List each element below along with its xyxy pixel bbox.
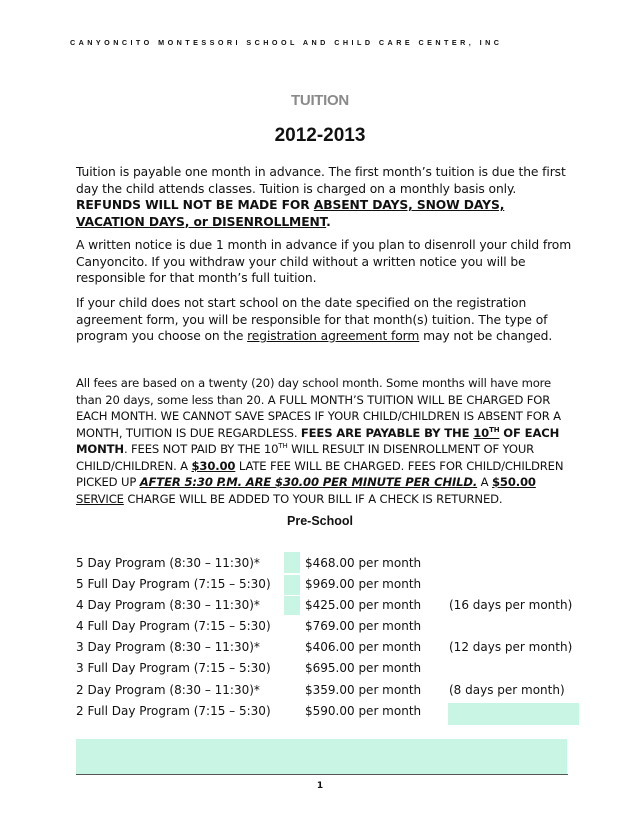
program-row <box>0 556 640 576</box>
program-price: $425.00 per month <box>305 598 422 612</box>
start-date-text: If your child does not start school on the date specified on the registration agreement form, you will be responsible for that month(s) tuition. The type of program you choose on the <box>76 296 548 343</box>
program-price: $359.00 per month <box>305 683 422 697</box>
fees-end: CHARGE WILL BE ADDED TO YOUR BILL IF A CHECK IS RETURNED. <box>123 491 503 506</box>
registration-form-link[interactable]: registration agreement form <box>247 329 420 343</box>
highlight-block <box>76 739 567 774</box>
program-note: (12 days per month) <box>449 640 573 654</box>
program-price: $406.00 per month <box>305 640 422 654</box>
disenroll-notice-paragraph: A written notice is due 1 month in advance if you plan to disenroll your child from Canyoncito. If you withdraw your child without a written notice you will be responsible for that month’s full tuition. <box>76 238 572 285</box>
fees-due-day <box>473 426 499 440</box>
school-header: CANYONCITO MONTESSORI SCHOOL AND CHILD CARE CENTER, INC <box>70 38 503 47</box>
refund-policy-lead: REFUNDS WILL NOT BE MADE FOR <box>76 198 314 212</box>
program-name: 2 Day Program (8:30 – 11:30)* <box>76 683 260 697</box>
program-name: 5 Day Program (8:30 – 11:30)* <box>76 556 260 570</box>
program-row <box>0 640 640 660</box>
fees-mid-3: LATE FEE WILL BE CHARGED. FEES FOR CHILD/CHILDREN PICKED UP <box>76 458 564 489</box>
program-note: (8 days per month) <box>449 683 565 697</box>
start-date-text-end: may not be changed. <box>419 329 553 343</box>
program-row <box>0 661 640 681</box>
program-row <box>0 683 640 703</box>
program-price: $590.00 per month <box>305 704 422 718</box>
program-row <box>0 577 640 597</box>
program-row <box>0 598 640 618</box>
refund-end: . <box>326 214 331 229</box>
fees-mid-1-suffix: TH <box>278 442 288 451</box>
start-date-paragraph <box>76 295 576 345</box>
school-year: 2012-2013 <box>274 125 366 146</box>
fees-due-text-2: OF EACH MONTH <box>76 425 560 456</box>
fees-due-day-number: 10 <box>473 425 490 440</box>
page-title: TUITION <box>291 92 349 109</box>
program-row <box>0 619 640 639</box>
program-name: 5 Full Day Program (7:15 – 5:30) <box>76 577 271 591</box>
fees-mid-4: A <box>477 475 492 489</box>
program-price: $769.00 per month <box>305 619 422 633</box>
fees-mid-2: WILL RESULT IN DISENROLLMENT OF YOUR CHILD/CHILDREN. A <box>76 442 535 473</box>
program-name: 3 Full Day Program (7:15 – 5:30) <box>76 661 271 675</box>
program-name: 4 Day Program (8:30 – 11:30)* <box>76 598 260 612</box>
fees-due-day-suffix: TH <box>489 425 500 434</box>
preschool-heading: Pre-School <box>287 514 353 528</box>
fees-lead: All fees are based on a twenty (20) day school month. Some months will have more than 20 days, some less than 20. A FULL MONTH’S TUITION WILL BE CHARGED FOR EACH MONTH. WE CANNOT SAVE SPACES IF YOUR CHILD/CHILDREN IS ABSENT FOR A MONTH, TUITION IS DUE REGARDLESS. <box>76 376 561 440</box>
program-name: 3 Day Program (8:30 – 11:30)* <box>76 640 260 654</box>
service-word: SERVICE <box>76 491 124 506</box>
program-note: (16 days per month) <box>449 598 573 612</box>
late-pickup-fee: AFTER 5:30 P.M. ARE $30.00 PER MINUTE PER CHILD. <box>139 475 478 489</box>
program-name: 2 Full Day Program (7:15 – 5:30) <box>76 704 271 718</box>
program-price: $468.00 per month <box>305 556 422 570</box>
refund-exclusions: ABSENT DAYS, SNOW DAYS, VACATION DAYS, or DISENROLLMENT <box>76 198 505 229</box>
program-row <box>0 704 640 724</box>
fees-mid-1: . FEES NOT PAID BY THE 10 <box>123 442 279 456</box>
program-name: 4 Full Day Program (7:15 – 5:30) <box>76 619 271 633</box>
payment-policy-paragraph <box>76 164 576 230</box>
page-number: 1 <box>316 781 324 791</box>
footer-divider <box>76 774 568 775</box>
service-fee-amount: $50.00 <box>492 475 536 489</box>
late-fee-amount: $30.00 <box>191 458 236 473</box>
program-price: $695.00 per month <box>305 661 422 675</box>
payment-policy-text: Tuition is payable one month in advance. The first month’s tuition is due the first day the child attends classes. Tuition is charged on a monthly basis only. <box>76 165 566 196</box>
fees-paragraph <box>76 375 576 507</box>
fees-due-text-1: FEES ARE PAYABLE BY THE <box>300 425 474 440</box>
program-price: $969.00 per month <box>305 577 422 591</box>
